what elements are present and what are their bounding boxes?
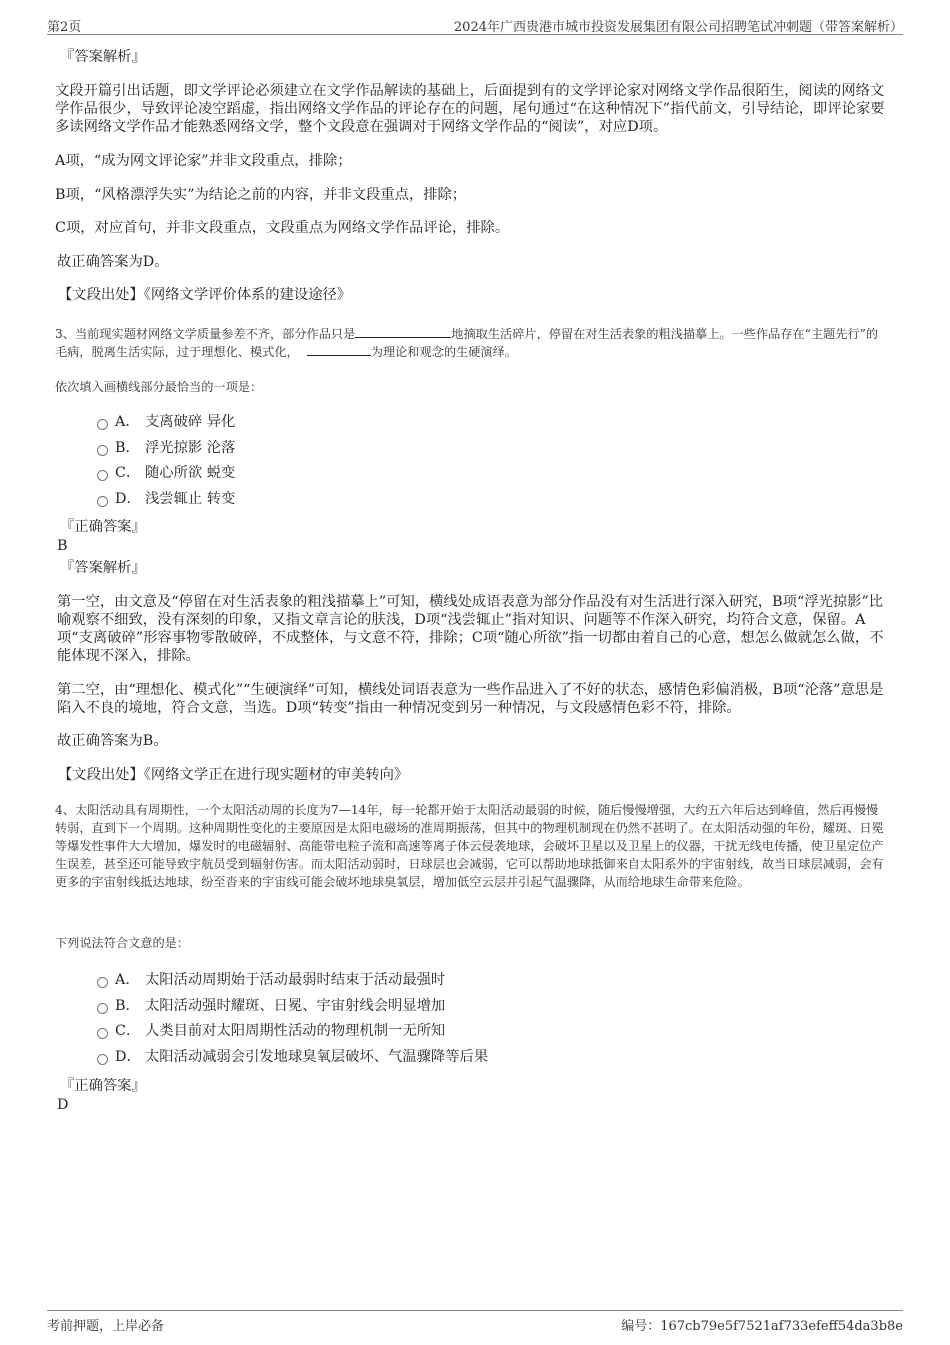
radio-icon[interactable]: [97, 1054, 108, 1065]
option-letter: C．: [115, 1023, 141, 1039]
option-text: 浮光掠影 沦落: [145, 439, 236, 456]
q2-analysis-option-b: B项，“风格漂浮失实”为结论之前的内容，并非文段重点，排除；: [55, 187, 467, 203]
q2-conclusion: 故正确答案为D。: [57, 254, 169, 270]
page-footer: [47, 1310, 903, 1334]
document-code: 编号：167cb79e5f7521af733efeff54da3b8e: [621, 1319, 903, 1334]
q3-option-d[interactable]: [55, 489, 655, 515]
q3-stem-part3: 为理论和观念的生硬演绎。: [370, 345, 517, 359]
radio-icon[interactable]: [97, 1028, 108, 1039]
q2-analysis-paragraph: 文段开篇引出话题，即文学评论必须建立在文学作品解读的基础上，后面提到有的文学评论家对网络文学作品很陌生，阅读的网络文学作品很少，导致评论凌空蹈虚，指出网络文学作品的评论存在的问题，尾句通过“在这种情况下”指代前文，引导结论，即评论家要多读网络文学作品才能熟悉网络文学，整个文段意在强调对于网络文学作品的“阅读”，对应D项。: [55, 83, 885, 135]
option-text: 支离破碎 异化: [145, 414, 236, 430]
q3-options: [55, 412, 655, 514]
q4-answer: D: [57, 1097, 69, 1113]
q2-analysis-option-c: C项，对应首句，并非文段重点，文段重点为网络文学作品评论，排除。: [55, 220, 510, 236]
option-text: 浅尝辄止 转变: [145, 490, 236, 507]
q2-source: 【文段出处】《网络文学评价体系的建设途径》: [58, 287, 352, 303]
q4-prompt: 下列说法符合文意的是：: [55, 936, 190, 950]
q3-answer: B: [57, 538, 68, 554]
q4-option-a[interactable]: [55, 970, 755, 996]
page-header: [47, 14, 903, 35]
option-letter: A．: [115, 972, 140, 988]
option-text: 人类目前对太阳周期性活动的物理机制一无所知: [145, 1023, 446, 1039]
q3-option-a[interactable]: [55, 412, 655, 438]
option-letter: A．: [115, 414, 140, 430]
q4-option-b[interactable]: [55, 996, 755, 1022]
q3-conclusion: 故正确答案为B。: [57, 733, 168, 749]
option-letter: B．: [115, 997, 140, 1014]
option-text: 太阳活动减弱会引发地球臭氧层破坏、气温骤降等后果: [145, 1048, 489, 1065]
q3-analysis-paragraph-2: 第二空，由“理想化、模式化”“生硬演绎”可知，横线处词语表意为一些作品进入了不好的状态，感情色彩偏消极，B项“沦落”意思是陷入不良的境地，符合文意，当选。D项“转变”指由一种情况变到另一种情况，与文段感情色彩不符，排除。: [57, 682, 884, 716]
option-letter: D．: [115, 1048, 141, 1065]
footer-slogan: 考前押题，上岸必备: [47, 1319, 165, 1334]
document-title: 2024年广西贵港市城市投资发展集团有限公司招聘笔试冲刺题（带答案解析）: [453, 20, 903, 35]
q2-analysis-label: 『答案解析』: [60, 49, 146, 65]
q4-answer-label: 『正确答案』: [60, 1078, 146, 1094]
q3-stem-part2: 地摘取生活碎片，停留在对生活表象的粗浅描摹上。一些作品存在“主题先行”的毛病，脱离生活实际，过于理想化、模式化，: [55, 327, 879, 359]
radio-icon[interactable]: [97, 1003, 108, 1014]
q3-source: 【文段出处】《网络文学正在进行现实题材的审美转向》: [58, 767, 409, 783]
q3-blank-1: [355, 325, 451, 338]
q3-stem-part1: 3、当前现实题材网络文学质量参差不齐，部分作品只是: [55, 327, 356, 341]
q3-option-b[interactable]: [55, 438, 655, 464]
q4-stem: 4、太阳活动具有周期性，一个太阳活动周的长度为7—14年，每一轮都开始于太阳活动最弱的时候，随后慢慢增强，大约五六年后达到峰值，然后再慢慢转弱，直到下一个周期。这种周期性变化的主要原因是太阳电磁场的准周期振荡，但其中的物理机制现在仍然不甚明了。在太阳活动强的年份，耀斑、日冕等爆发性事件大大增加，爆发时的电磁辐射、高能带电粒子流和高速等离子体云侵袭地球，会破坏卫星以及卫星上的仪器，干扰无线电传播，使卫星定位产生误差，甚至还可能导致宇航员受到辐射伤害。而太阳活动弱时，日球层也会减弱，它可以帮助地球抵御来自太阳系外的宇宙射线，故当日球层减弱，会有更多的宇宙射线抵达地球，纷至沓来的宇宙线可能会破坏地球臭氧层，增加低空云层并引起气温骤降，从而给地球生命带来危险。: [55, 803, 884, 889]
q3-prompt: 依次填入画横线部分最恰当的一项是：: [55, 380, 263, 394]
option-text: 太阳活动周期始于活动最弱时结束于活动最强时: [145, 972, 446, 988]
option-text: 随心所欲 蜕变: [145, 465, 236, 481]
q4-option-c[interactable]: [55, 1021, 755, 1047]
q2-analysis-option-a: A项，“成为网文评论家”并非文段重点，排除；: [55, 153, 352, 169]
q4-option-d[interactable]: [55, 1047, 755, 1073]
radio-icon[interactable]: [97, 445, 108, 456]
page-number: 第2页: [47, 20, 82, 35]
option-letter: B．: [115, 439, 140, 456]
option-letter: D．: [115, 490, 141, 507]
q3-analysis-paragraph-1: 第一空，由文意及“停留在对生活表象的粗浅描摹上”可知，横线处成语表意为部分作品没有对生活进行深入研究，B项“浮光掠影”比喻观察不细致，没有深刻的印象，又指文章言论的肤浅，D项“浅尝辄止”指对知识、问题等不作深入研究，均符合文意，保留。A项“支离破碎”形容事物零散破碎，不成整体，与文意不符，排除；C项“随心所欲”指一切都由着自己的心意，想怎么做就怎么做，不能体现不深入，排除。: [57, 594, 884, 664]
radio-icon[interactable]: [97, 419, 108, 430]
q3-option-c[interactable]: [55, 463, 655, 489]
q4-options: [55, 970, 755, 1072]
q3-blank-2: [307, 343, 371, 356]
radio-icon[interactable]: [97, 496, 108, 507]
q3-analysis-label: 『答案解析』: [60, 560, 146, 576]
option-text: 太阳活动强时耀斑、日冕、宇宙射线会明显增加: [145, 997, 446, 1014]
option-letter: C．: [115, 465, 141, 481]
q3-stem: [55, 325, 889, 361]
radio-icon[interactable]: [97, 977, 108, 988]
q3-answer-label: 『正确答案』: [60, 519, 146, 535]
radio-icon[interactable]: [97, 470, 108, 481]
